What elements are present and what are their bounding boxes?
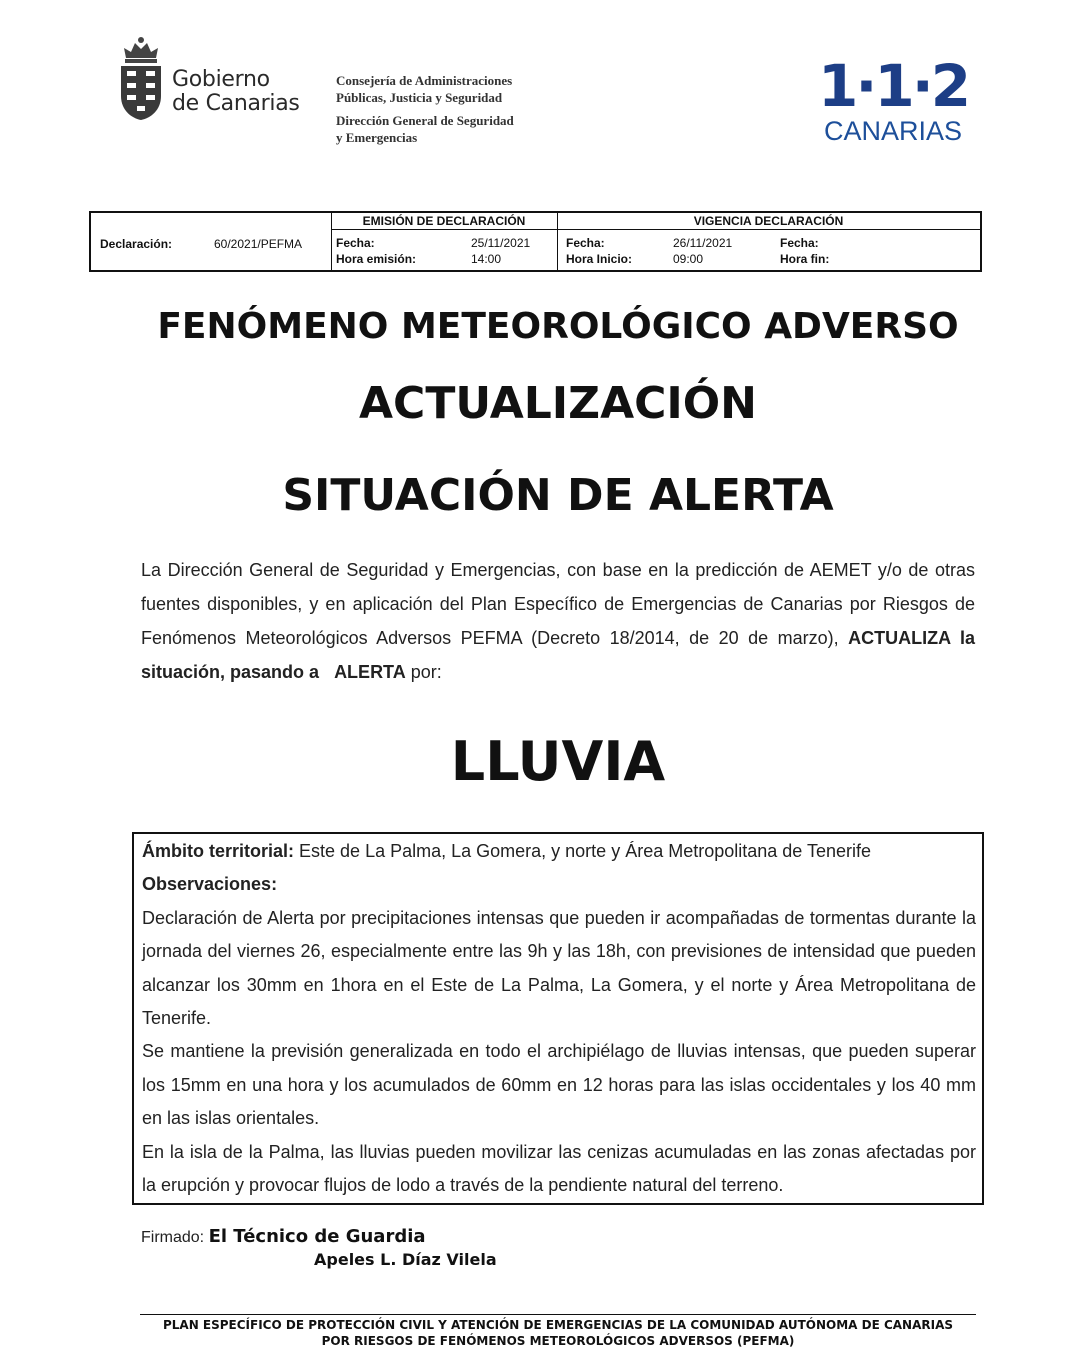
emision-fecha-label: Fecha: (336, 236, 375, 250)
vigencia-fecha-fin-label: Fecha: (780, 236, 819, 250)
logo-112-canarias (818, 52, 969, 146)
intro-text: La Dirección General de Seguridad y Emergencias, con base en la predicción de AEMET y/o de otras fuentes disponibles, y en aplicación del Plan Específico de Emergencias de Canarias por Riesgos de Fenómenos Meteorológicos Adversos PEFMA (Decreto 18/2014, de 20 de marzo), (141, 560, 975, 648)
direccion-line1: Dirección General de Seguridad (336, 113, 514, 128)
logo-112-number: 1·1·2 (818, 52, 969, 120)
declaracion-value: 60/2021/PEFMA (214, 237, 303, 251)
logo-112-text: CANARIAS (823, 116, 963, 146)
ambito-row (142, 835, 976, 868)
declaracion-label: Declaración: (100, 237, 173, 251)
direccion-line2: y Emergencias (336, 130, 418, 145)
footer (140, 1317, 976, 1349)
firmado-label: Firmado: (141, 1229, 205, 1246)
intro-paragraph (141, 553, 975, 689)
vigencia-fecha-value: 26/11/2021 (673, 236, 733, 250)
footer-line2: POR RIESGOS DE FENÓMENOS METEOROLÓGICOS ADVERSOS (PEFMA) (321, 1334, 795, 1348)
vigencia-hora-inicio-value: 09:00 (673, 252, 704, 266)
gobierno-crest-icon (116, 36, 166, 122)
observations-box (132, 832, 984, 1205)
gobierno-name (172, 68, 300, 116)
signature-name: Apeles L. Díaz Vilela (314, 1250, 497, 1269)
observations-paragraph-2: Se mantiene la previsión generalizada en todo el archipiélago de lluvias intensas, que pueden superar los 15mm en una hora y los acumulados de 60mm en 12 horas para las islas occidentales y los 40 mm en las islas orientales. (142, 1041, 976, 1129)
signature-line (141, 1226, 426, 1247)
signature-role: El Técnico de Guardia (208, 1226, 426, 1247)
consejeria-line2: Públicas, Justicia y Seguridad (336, 90, 503, 105)
observations-paragraph-3: En la isla de la Palma, las lluvias pueden movilizar las cenizas acumuladas en las zonas afectadas por la erupción y provocar flujos de lodo a través de la pendiente natural del terreno. (142, 1141, 976, 1196)
consejeria-line1: Consejería de Administraciones (336, 73, 513, 88)
observations-paragraph-1: Declaración de Alerta por precipitaciones intensas que pueden ir acompañadas de tormentas durante la jornada del viernes 26, especialmente entre las 9h y las 18h, con previsiones de intensidad que pueden alcanzar los 30mm en 1hora en el Este de La Palma, La Gomera, y el norte y Área Metropolitana de Tenerife. (142, 907, 976, 1029)
emision-hora-label: Hora emisión: (336, 252, 417, 266)
phenomenon-title: LLUVIA (450, 730, 666, 793)
emision-header: EMISIÓN DE DECLARACIÓN (362, 214, 526, 228)
gobierno-line2: de Canarias (172, 91, 300, 116)
vigencia-hora-inicio-label: Hora Inicio: (566, 252, 633, 266)
title-actualizacion: ACTUALIZACIÓN (358, 378, 758, 429)
title-fenomeno: FENÓMENO METEOROLÓGICO ADVERSO (157, 306, 959, 347)
title-situacion-alerta: SITUACIÓN DE ALERTA (282, 470, 834, 521)
gobierno-line1: Gobierno (172, 67, 270, 92)
consejeria-block (336, 72, 514, 146)
ambito-value: Este de La Palma, La Gomera, y norte y Área Metropolitana de Tenerife (299, 841, 872, 861)
footer-divider (140, 1314, 976, 1315)
vigencia-header: VIGENCIA DECLARACIÓN (693, 214, 844, 228)
vigencia-hora-fin-label: Hora fin: (780, 252, 830, 266)
intro-bold-text: ACTUALIZA la situación, pasando a (141, 628, 975, 682)
emision-hora-value: 14:00 (471, 252, 502, 266)
observaciones-label: Observaciones: (142, 874, 278, 895)
intro-por: por: (410, 662, 442, 682)
emision-fecha-value: 25/11/2021 (471, 236, 531, 250)
declaration-table (89, 211, 982, 272)
ambito-label: Ámbito territorial: (142, 841, 295, 861)
vigencia-fecha-label: Fecha: (566, 236, 605, 250)
intro-alert-word: ALERTA (334, 662, 406, 682)
footer-line1: PLAN ESPECÍFICO DE PROTECCIÓN CIVIL Y ATENCIÓN DE EMERGENCIAS DE LA COMUNIDAD AUTÓNOMA DE CANARIAS (162, 1318, 954, 1332)
